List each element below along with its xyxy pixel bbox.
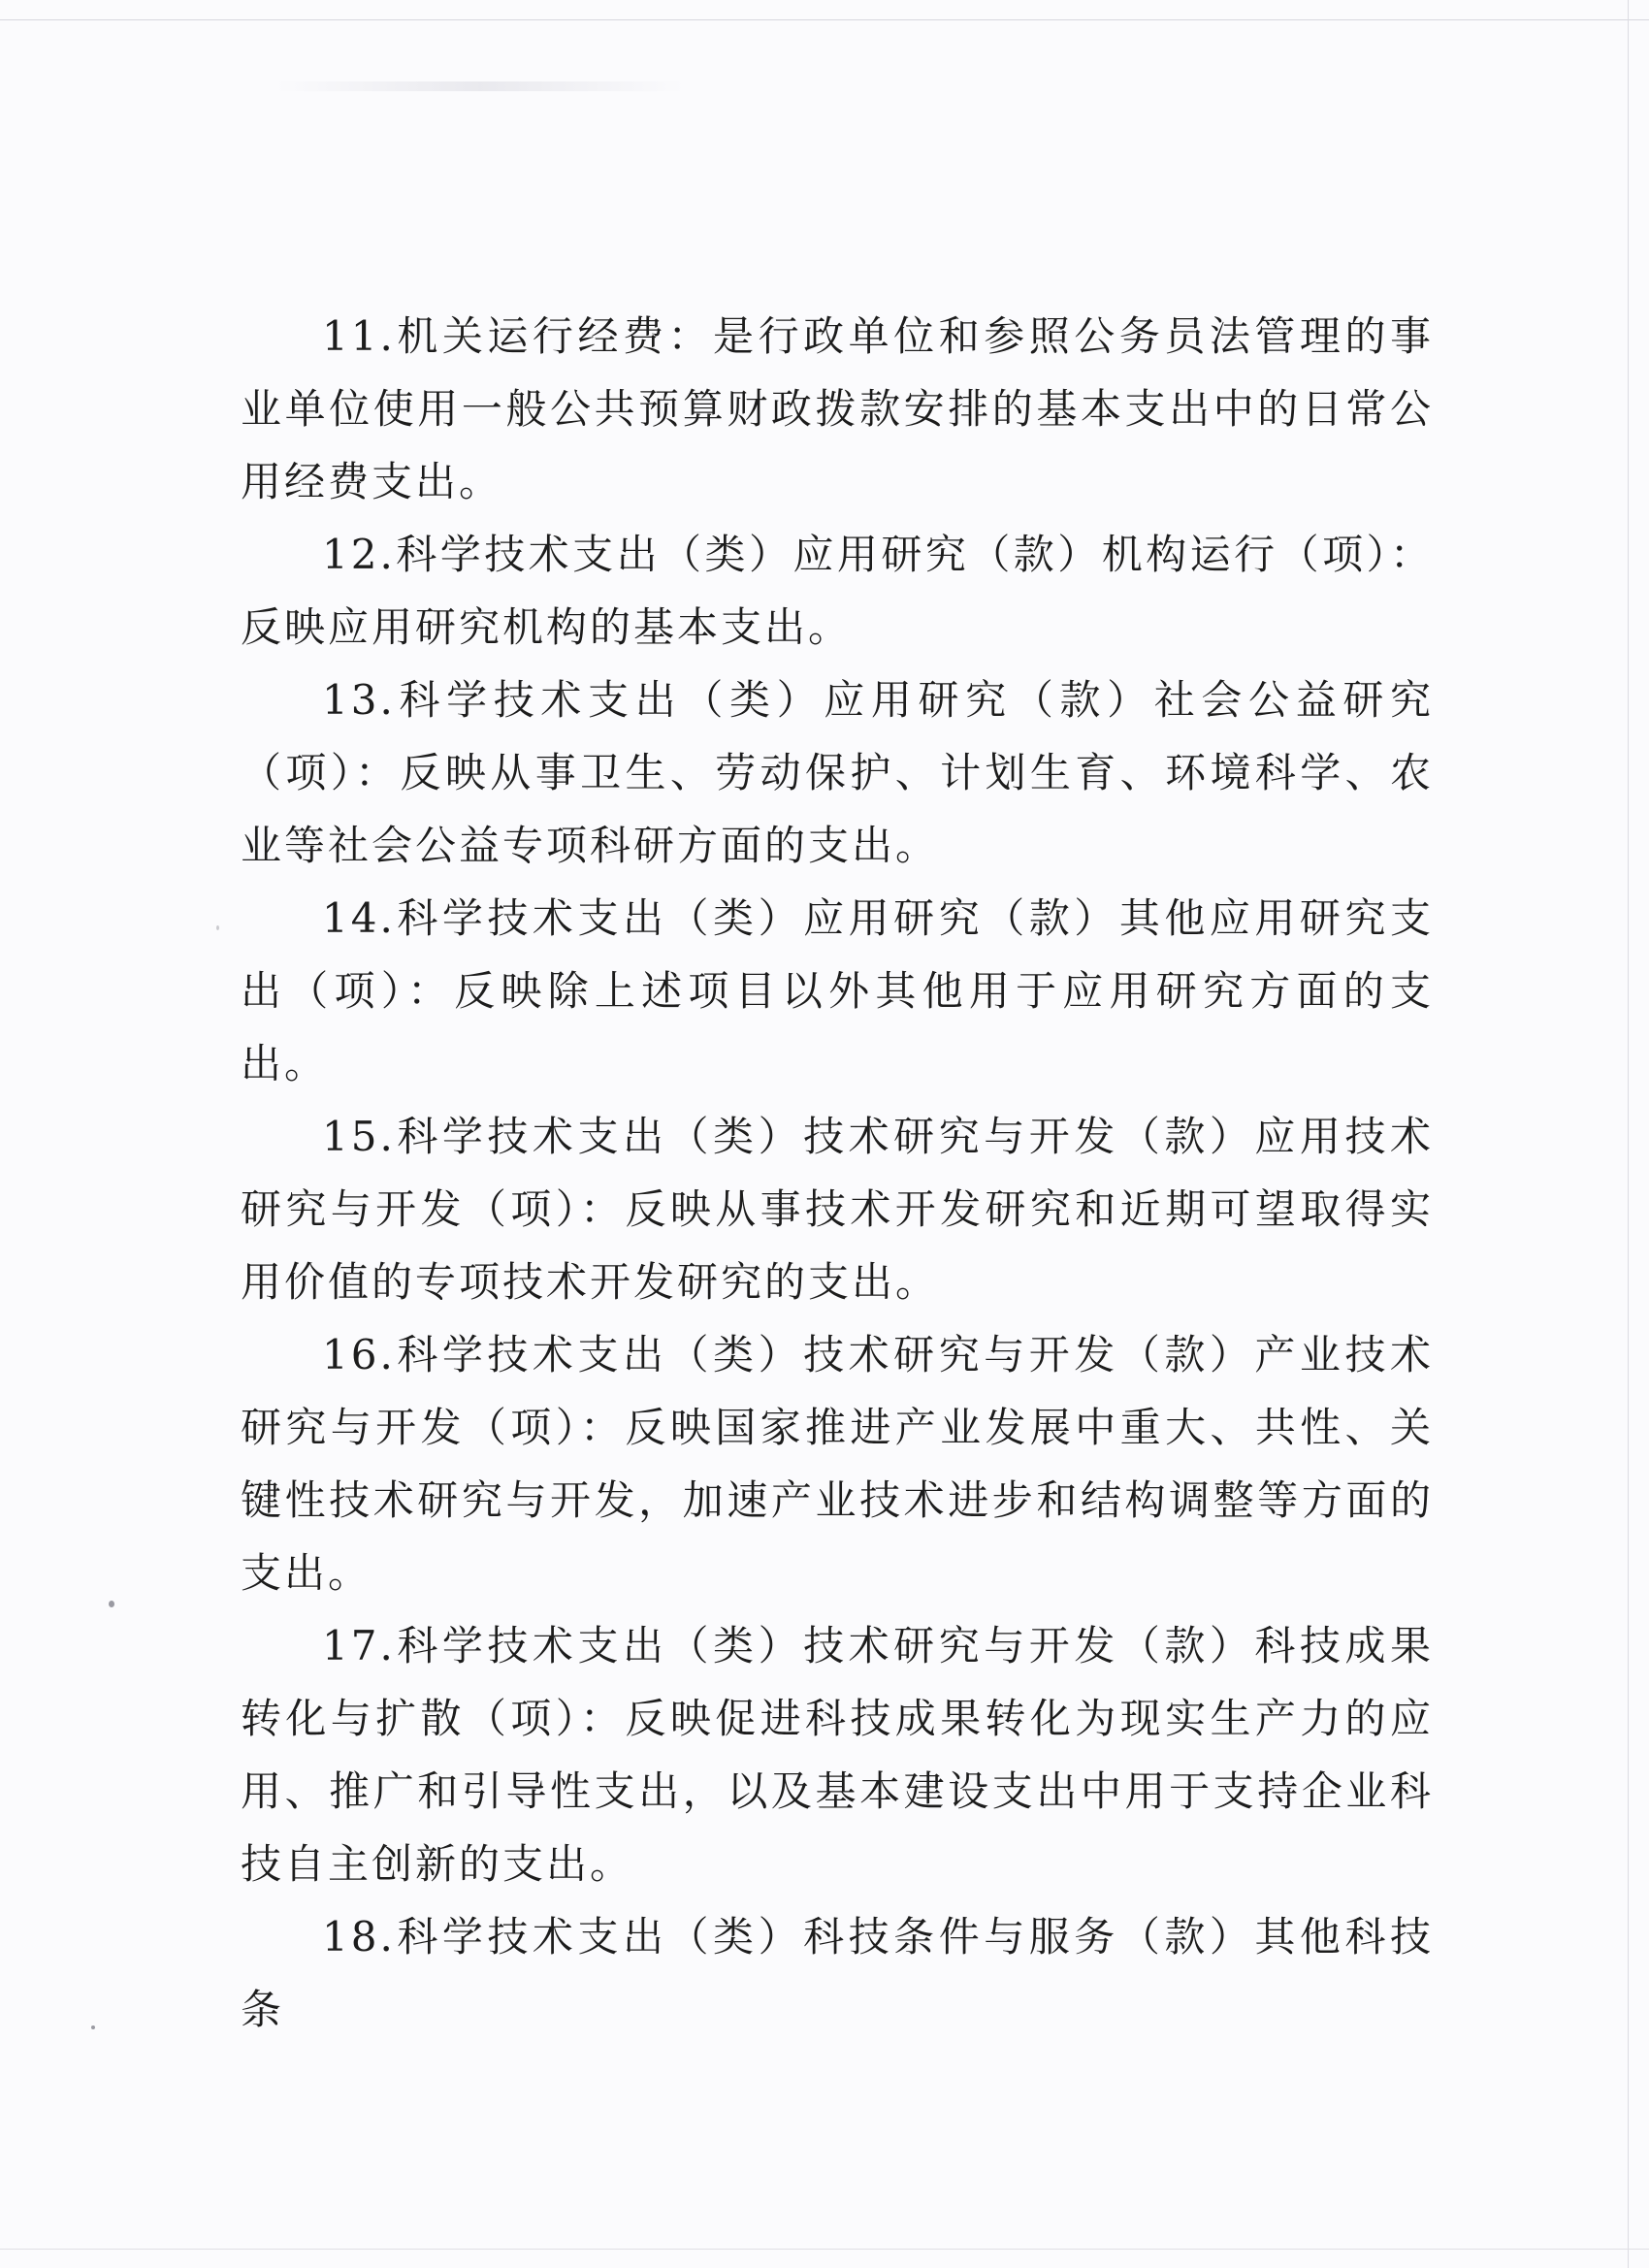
paragraph-11: 11.机关运行经费：是行政单位和参照公务员法管理的事业单位使用一般公共预算财政拨款安排的基本支出中的日常公用经费支出。 <box>241 312 1434 505</box>
scan-smudge <box>276 81 684 91</box>
page-edge-right <box>1628 0 1629 2268</box>
document-body <box>241 300 1434 2046</box>
paragraph-12: 12.科学技术支出（类）应用研究（款）机构运行（项）：反映应用研究机构的基本支出。 <box>241 531 1434 651</box>
scan-speck <box>216 925 219 930</box>
scan-speck <box>91 2025 95 2029</box>
page-edge-bottom <box>0 2249 1649 2250</box>
paragraph-18: 18.科学技术支出（类）科技条件与服务（款）其他科技条 <box>241 1913 1434 2033</box>
paragraph-13: 13.科学技术支出（类）应用研究（款）社会公益研究（项）：反映从事卫生、劳动保护、计划生育、环境科学、农业等社会公益专项科研方面的支出。 <box>241 676 1434 869</box>
scan-speck <box>109 1601 114 1607</box>
page-edge-top <box>0 19 1649 20</box>
paragraph-17: 17.科学技术支出（类）技术研究与开发（款）科技成果转化与扩散（项）：反映促进科技成果转化为现实生产力的应用、推广和引导性支出，以及基本建设支出中用于支持企业科技自主创新的支出。 <box>241 1622 1434 1888</box>
paragraph-16: 16.科学技术支出（类）技术研究与开发（款）产业技术研究与开发（项）：反映国家推进产业发展中重大、共性、关键性技术研究与开发，加速产业技术进步和结构调整等方面的支出。 <box>241 1331 1434 1597</box>
paragraph-15: 15.科学技术支出（类）技术研究与开发（款）应用技术研究与开发（项）：反映从事技术开发研究和近期可望取得实用价值的专项技术开发研究的支出。 <box>241 1113 1434 1306</box>
paragraph-14: 14.科学技术支出（类）应用研究（款）其他应用研究支出（项）：反映除上述项目以外其他用于应用研究方面的支出。 <box>241 894 1434 1087</box>
